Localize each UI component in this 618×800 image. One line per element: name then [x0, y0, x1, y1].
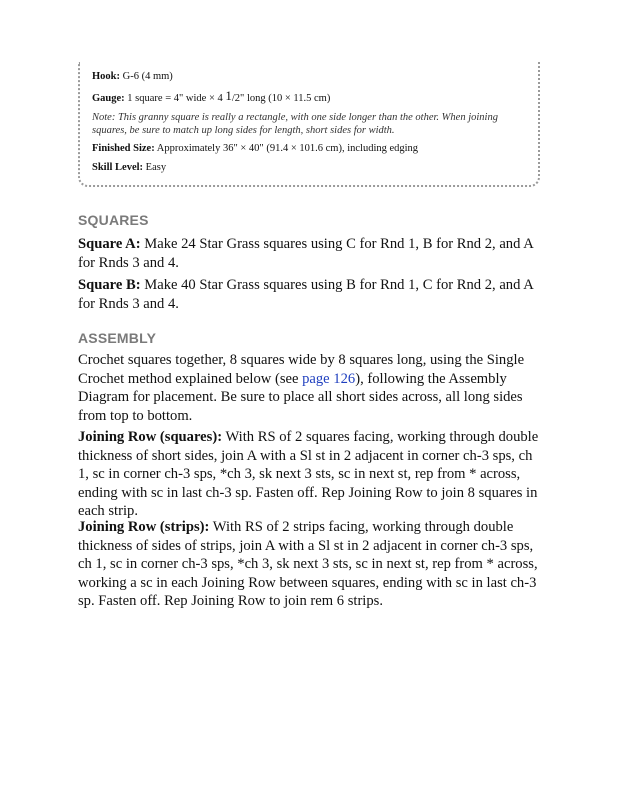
finished-size-label: Finished Size: — [92, 143, 155, 154]
gauge-value-pre: 1 square = 4" wide × 4 — [127, 93, 226, 104]
gauge-line — [92, 89, 526, 105]
joining-row-squares-text: With RS of 2 squares facing, working through double thickness of short sides, join A with a Sl st in 2 adjacent in corner ch-3 sps, ch 1, sc in corner ch-3 sps, *ch 3, sk next 3 sts, sc in next st, rep from * across, ending with sc in last ch-3 sp. Fasten off. Rep Joining Row to join 8 squares in each strip. — [78, 429, 539, 519]
square-b-label: Square B: — [78, 277, 141, 293]
assembly-intro-pre: Crochet squares together, 8 squares wide by 8 squares long, using the Single Crochet method explained below (see — [78, 352, 525, 387]
finished-size-value: Approximately 36" × 40" (91.4 × 101.6 cm), including edging — [156, 143, 419, 154]
hook-value: G-6 (4 mm) — [122, 71, 173, 82]
skill-level-line — [92, 161, 526, 174]
joining-row-squares-label: Joining Row (squares): — [78, 429, 223, 445]
skill-level-value: Easy — [145, 162, 167, 173]
assembly-intro-post: ), following the Assembly Diagram for placement. Be sure to place all short sides across, all long sides from top to bottom. — [78, 370, 523, 424]
pattern-info-box — [78, 62, 540, 187]
squares-heading: SQUARES — [78, 212, 149, 228]
square-a-paragraph — [78, 235, 544, 272]
joining-row-strips-text: With RS of 2 strips facing, working through double thickness of sides of strips, join A with a Sl st in 2 adjacent in corner ch-3 sps, ch 1, sc in corner ch-3 sps, *ch 3, sk next 3 sts, sc in next st, rep from * across, working a sc in each Joining Row between squares, ending with sc in last ch-3 sp. Fasten off. Rep Joining Row to join rem 6 strips. — [78, 519, 538, 609]
square-b-text: Make 40 Star Grass squares using B for Rnd 1, C for Rnd 2, and A for Rnds 3 and 4. — [78, 277, 533, 312]
gauge-note: Note: This granny square is really a rectangle, with one side longer than the other. When joining squares, be sure to match up long sides for length, short sides for width. — [92, 112, 498, 136]
page-126-link[interactable]: page 126 — [302, 370, 356, 387]
joining-row-squares-paragraph — [78, 428, 544, 521]
square-b-paragraph — [78, 276, 544, 313]
assembly-intro-paragraph — [78, 351, 544, 425]
hook-label: Hook: — [92, 71, 121, 82]
gauge-value-fraction: 1 — [225, 88, 232, 103]
hook-line — [92, 70, 526, 83]
square-a-text: Make 24 Star Grass squares using C for Rnd 1, B for Rnd 2, and A for Rnds 3 and 4. — [78, 236, 533, 271]
gauge-label: Gauge: — [92, 93, 125, 104]
joining-row-strips-label: Joining Row (strips): — [78, 519, 210, 535]
gauge-value-post: /2" long (10 × 11.5 cm) — [231, 93, 331, 104]
square-a-label: Square A: — [78, 236, 141, 252]
joining-row-strips-paragraph — [78, 518, 544, 611]
skill-level-label: Skill Level: — [92, 162, 144, 173]
assembly-heading: ASSEMBLY — [78, 330, 157, 346]
finished-size-line — [92, 142, 526, 155]
